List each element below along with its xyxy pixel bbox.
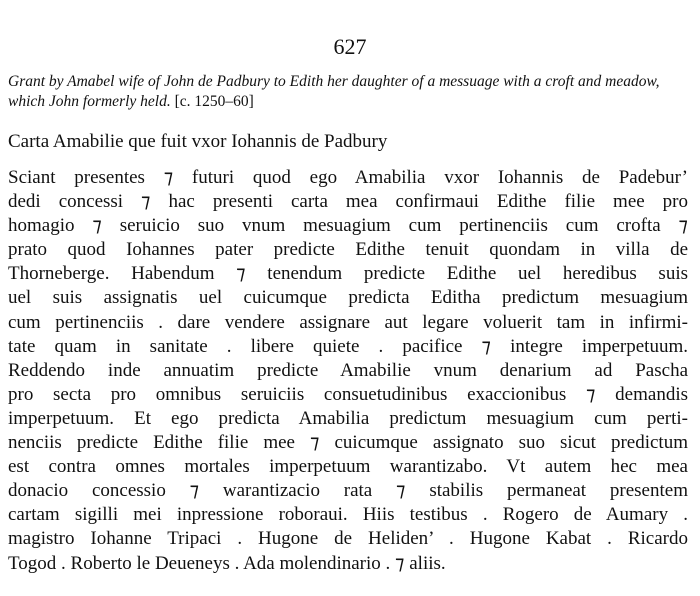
text-line: nenciis predicte Edithe filie mee ⁊ cuicumque assignato suo sicut predictum xyxy=(8,432,688,454)
charter-summary xyxy=(8,72,694,112)
text-line: Thorneberge. Habendum ⁊ tenendum predicte Edithe uel heredibus suis xyxy=(8,263,688,285)
text-line: homagio ⁊ seruicio suo vnum mesuagium cum pertinenciis cum crofta ⁊ xyxy=(8,215,688,237)
summary-text: Grant by Amabel wife of John de Padbury to Edith her daughter of a messuage with a croft and meadow, which John formerly held. xyxy=(8,73,660,110)
text-line: magistro Iohanne Tripaci . Hugone de Heliden’ . Hugone Kabat . Ricardo xyxy=(8,528,688,550)
summary-date: [c. 1250–60] xyxy=(174,93,254,110)
text-line: cartam sigilli mei inpressione roboraui. Hiis testibus . Rogero de Aumary . xyxy=(8,504,688,526)
text-line: Reddendo inde annuatim predicte Amabilie vnum denarium ad Pascha xyxy=(8,359,688,381)
text-line: tate quam in sanitate . libere quiete . pacifice ⁊ integre imperpetuum. xyxy=(8,335,688,357)
text-line: Togod . Roberto le Deueneys . Ada molendinario . ⁊ aliis. xyxy=(8,552,446,574)
text-line: imperpetuum. Et ego predicta Amabilia predictum mesuagium cum perti- xyxy=(8,407,688,429)
text-line: Sciant presentes ⁊ futuri quod ego Amabilia vxor Iohannis de Padebur’ xyxy=(8,167,688,188)
text-line: uel suis assignatis uel cuicumque predicta Editha predictum mesuagium xyxy=(8,287,688,309)
text-line: est contra omnes mortales imperpetuum warantizabo. Vt autem hec mea xyxy=(8,456,688,478)
charter-heading: Carta Amabilie que fuit vxor Iohannis de Padbury xyxy=(8,131,388,152)
text-line: donacio concessio ⁊ warantizacio rata ⁊ stabilis permaneat presentem xyxy=(8,480,688,502)
text-line: prato quod Iohannes pater predicte Edithe tenuit quondam in villa de xyxy=(8,239,688,261)
charter-text xyxy=(8,166,688,576)
text-line: cum pertinenciis . dare vendere assignare aut legare voluerit tam in infirmi- xyxy=(8,311,688,333)
text-line: dedi concessi ⁊ hac presenti carta mea confirmaui Edithe filie mee pro xyxy=(8,191,688,213)
text-line: pro secta pro omnibus seruiciis consuetudinibus exaccionibus ⁊ demandis xyxy=(8,383,688,405)
charter-number: 627 xyxy=(333,34,367,59)
